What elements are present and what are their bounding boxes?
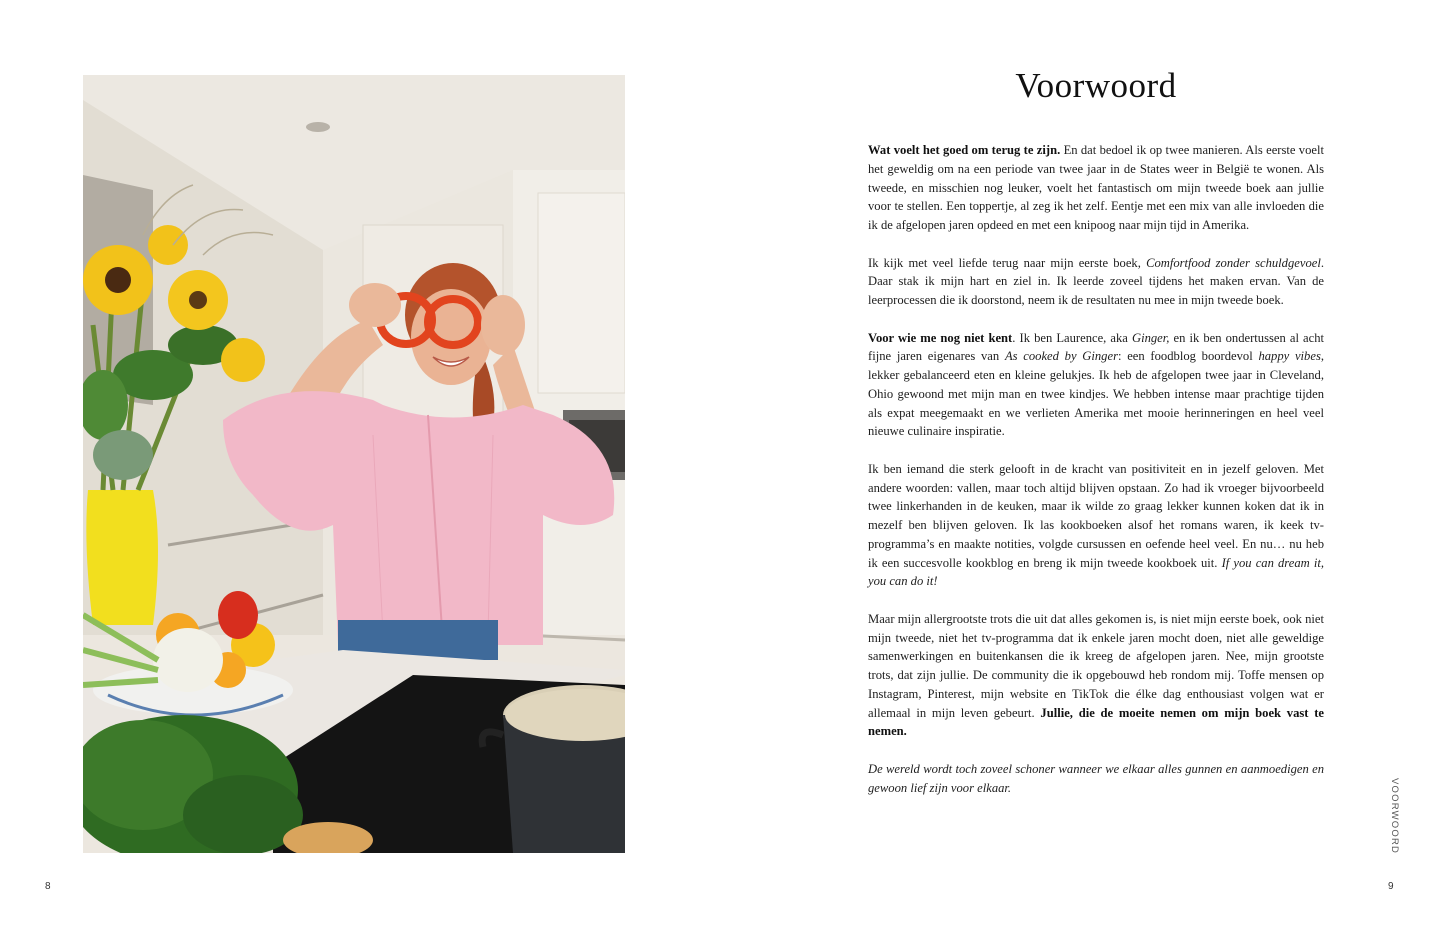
paragraph-1	[868, 141, 1324, 235]
paragraph-3	[868, 329, 1324, 442]
paragraph-text: . Ik ben Laurence, aka	[1012, 330, 1132, 345]
page-number-left: 8	[45, 881, 51, 892]
phrase-italic: happy vibes	[1258, 349, 1321, 364]
closing-italic: De wereld wordt toch zoveel schoner wanneer we elkaar alles gunnen en aanmoedigen en gewoon lief zijn voor elkaar.	[868, 761, 1324, 795]
paragraph-5	[868, 610, 1324, 741]
kitchen-photo	[83, 75, 625, 853]
page-title: Voorwoord	[1015, 66, 1177, 105]
page-number-right: 9	[1388, 881, 1394, 892]
blog-name-italic: As cooked by Ginger	[1004, 349, 1118, 364]
lead-bold: Wat voelt het goed om terug te zijn.	[868, 143, 1061, 157]
foreword-body	[868, 141, 1324, 816]
paragraph-text: Ik kijk met veel liefde terug naar mijn eerste boek,	[868, 255, 1147, 270]
book-title-italic: Comfortfood zonder schuldgevoel	[1146, 255, 1321, 270]
photo-illustration	[83, 75, 625, 853]
nickname-italic: Ginger,	[1131, 330, 1170, 345]
running-head: VOORWOORD	[1389, 778, 1400, 855]
paragraph-text: . Daar stak ik mijn hart en ziel in. Ik leerde zoveel tijdens het maken ervan. Van de leerprocessen die ik doorstond, neem ik de resultaten nu mee in mijn tweede boek.	[868, 255, 1324, 307]
paragraph-6	[868, 760, 1324, 798]
paragraph-text: , lekker gebalanceerd eten en kleine gelukjes. Ik heb de afgelopen twee jaar in Cleveland, Ohio gewoond met mijn man en twee kindjes. We hebben intense maar prachtige tijden als expat meegemaakt en we verlieten Amerika met mooie herinneringen en heel veel nieuwe culinaire inspiratie.	[868, 349, 1325, 439]
closing-bold: Jullie, die de moeite nemen om mijn boek vast te nemen.	[868, 705, 1324, 739]
paragraph-2	[868, 254, 1324, 310]
paragraph-text: En dat bedoel ik op twee manieren. Als eerste voelt het geweldig om na een periode van twee jaar in de States weer in België te wonen. Als tweede, en misschien nog leuker, voelt het fantastisch om mijn tweede boek aan jullie voor te stellen. Een toppertje, al zeg ik het zelf. Eentje met een mix van alle invloeden die ik de afgelopen jaren opdeed en met een knipoog naar mijn tijd in Amerika.	[868, 143, 1324, 232]
paragraph-text: : een foodblog boordevol	[1117, 349, 1259, 364]
lead-bold: Voor wie me nog niet kent	[868, 330, 1013, 345]
paragraph-text: Ik ben iemand die sterk gelooft in de kracht van positiviteit en in jezelf geloven. Met andere woorden: vallen, maar toch altijd blijven opstaan. Zo had ik vroeger bijvoorbeeld twee linkerhanden in de keuken, maar ik wilde zo graag lekker kunnen koken dat ik in mezelf ben blijven geloven. Ik las kookboeken alsof het romans waren, ik keek tv-programma’s en maakte notities, volgde cursussen en oefende heel veel. En nu… nu heb ik een succesvolle kookblog en breng ik mijn tweede kookboek uit.	[868, 461, 1324, 570]
paragraph-text: en ik ben ondertussen al acht fijne jaren eigenares van	[868, 330, 1325, 364]
paragraph-text: Maar mijn allergrootste trots die uit dat alles gekomen is, is niet mijn eerste boek, ook niet mijn tweede, niet het tv-programma dat ik enkele jaren mocht doen, niet alle geweldige samenwerkingen en buitenkansen die ik kreeg de afgelopen jaren. Nee, mijn grootste trots, dat zijn jullie. De community die ik opgebouwd heb rondom mij. Toffe mensen op Instagram, Pinterest, mijn website en TikTok die élke dag enthousiast volgen wat er allemaal in mijn leven gebeurt.	[868, 611, 1324, 720]
paragraph-4	[868, 460, 1324, 591]
motto-italic: If you can dream it, you can do it!	[868, 555, 1325, 589]
